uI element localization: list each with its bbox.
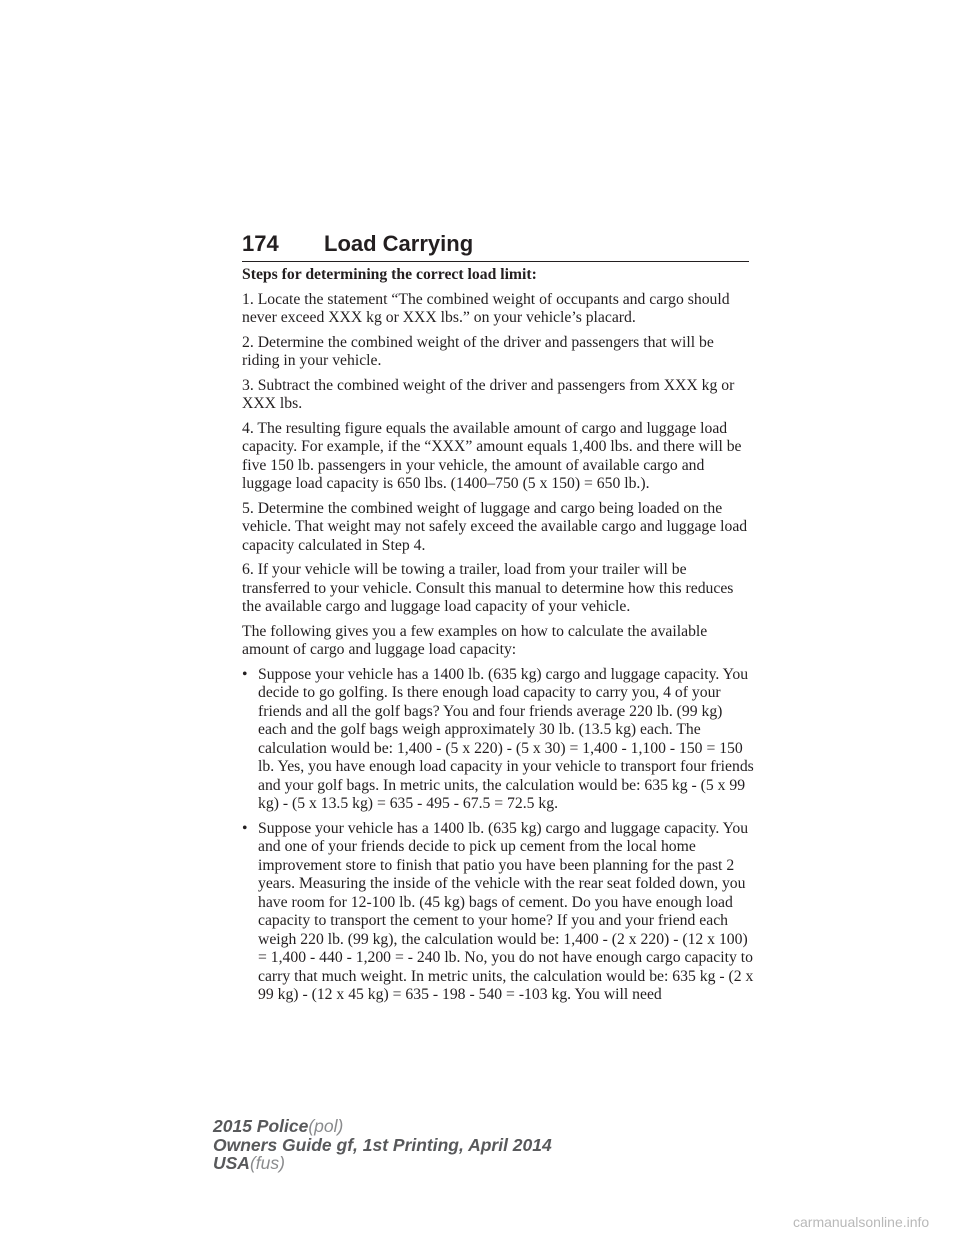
step-3: 3. Subtract the combined weight of the driver and passengers from XXX kg or XXX lbs. bbox=[242, 376, 735, 412]
example-cement: Suppose your vehicle has a 1400 lb. (635 kg) cargo and luggage capacity. You and one of your friends decide to pick up cement from the local home improvement store to finish that patio you have been planning for the past 2 years. Measuring the inside of the vehicle with the rear seat folded down, you have room for 12-100 lb. (45 kg) bags of cement. Do you have enough load capacity to transport the cement to your home? If you and your friend each weigh 220 lb. (99 kg), the calculation would be: 1,400 - (2 x 220) - (12 x 100) = 1,400 - 440 - 1,200 = - 240 lb. No, you do not have enough cargo capacity to carry that much weight. In metric units, the calculation would be: 635 kg - (2 x 99 kg) - (12 x 45 kg) = 635 - 198 - 540 = -103 kg. You will need bbox=[258, 819, 754, 1003]
page-header bbox=[242, 229, 749, 262]
example-golfing: Suppose your vehicle has a 1400 lb. (635 kg) cargo and luggage capacity. You decide to go golfing. Is there enough load capacity to carry you, 4 of your friends and all the golf bags? You and four friends average 220 lb. (99 kg) each and the golf bags weigh approximately 30 lb. (13.5 kg) each. The calculation would be: 1,400 - (5 x 220) - (5 x 30) = 1,400 - 1,100 - 150 = 150 lb. Yes, you have enough load capacity in your vehicle to transport four friends and your golf bags. In metric units, the calculation would be: 635 kg - (5 x 99 kg) - (5 x 13.5 kg) = 635 - 495 - 67.5 = 72.5 kg. bbox=[258, 665, 754, 812]
footer-line-1 bbox=[213, 1117, 552, 1136]
step-4: 4. The resulting figure equals the available amount of cargo and luggage load capacity. For example, if the “XXX” amount equals 1,400 lbs. and there will be five 150 lb. passengers in your vehicle, the amount of available cargo and luggage load capacity is 650 lbs. (1400–750 (5 x 150) = 650 lb.). bbox=[242, 419, 742, 492]
step-1: 1. Locate the statement “The combined weight of occupants and cargo should never exceed XXX kg or XXX lbs.” on your vehicle’s placard. bbox=[242, 290, 730, 326]
footer-model: 2015 Police bbox=[213, 1116, 309, 1136]
footer-line-2 bbox=[213, 1136, 552, 1155]
print-footer bbox=[213, 1117, 552, 1173]
section-heading: Steps for determining the correct load limit: bbox=[242, 266, 537, 283]
step-6: 6. If your vehicle will be towing a trailer, load from your trailer will be transferred to your vehicle. Consult this manual to determine how this reduces the available cargo and luggage load capacity of your vehicle. bbox=[242, 561, 734, 615]
list-item bbox=[242, 666, 754, 814]
step-5: 5. Determine the combined weight of luggage and cargo being loaded on the vehicle. That weight may not safely exceed the available cargo and luggage load capacity calculated in Step 4. bbox=[242, 499, 748, 554]
footer-model-code: (pol) bbox=[308, 1116, 344, 1136]
footer-line-3 bbox=[213, 1154, 552, 1173]
examples-intro: The following gives you a few examples on how to calculate the available amount of cargo and luggage load capacity: bbox=[242, 622, 708, 658]
footer-market-code: (fus) bbox=[249, 1153, 285, 1173]
bullet-icon: • bbox=[242, 819, 248, 837]
bullet-icon: • bbox=[242, 665, 248, 683]
site-watermark: carmanualsonline.info bbox=[793, 1214, 930, 1230]
page-number: 174 bbox=[242, 231, 279, 256]
step-2: 2. Determine the combined weight of the driver and passengers that will be riding in your vehicle. bbox=[242, 333, 714, 369]
chapter-title: Load Carrying bbox=[324, 231, 474, 256]
footer-guide-info: Owners Guide gf, 1st Printing, April 2014 bbox=[213, 1134, 552, 1155]
page-content bbox=[242, 266, 754, 1011]
footer-market: USA bbox=[213, 1153, 250, 1173]
examples-list bbox=[242, 666, 754, 1005]
list-item bbox=[242, 820, 754, 1005]
